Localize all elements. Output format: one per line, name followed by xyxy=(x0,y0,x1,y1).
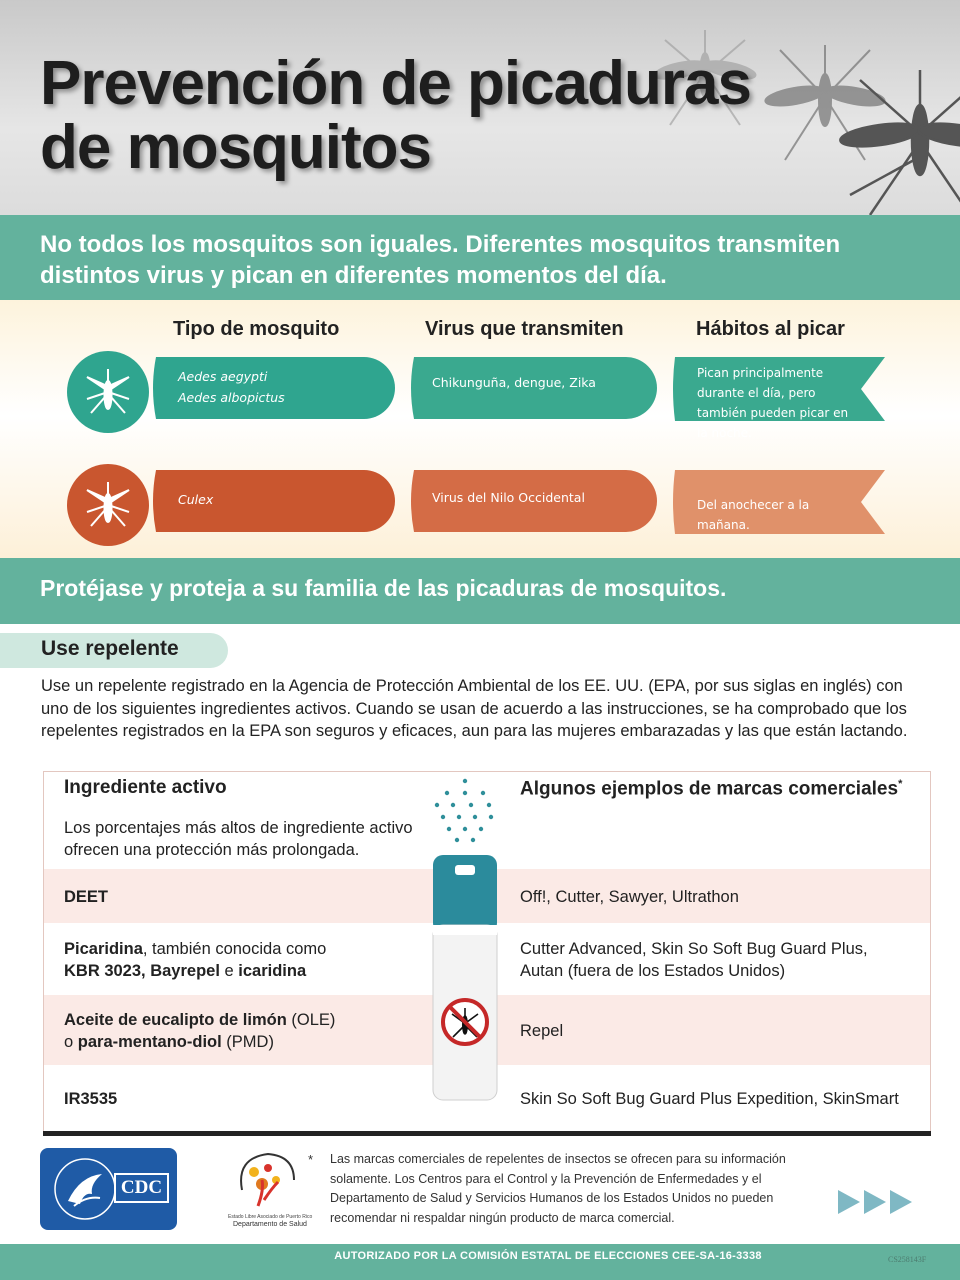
picaridina-bold: Picaridina xyxy=(64,940,143,958)
brands-picaridina: Cutter Advanced, Skin So Soft Bug Guard Plus, Autan (fuera de los Estados Unidos) xyxy=(520,940,868,980)
brands-deet: Off!, Cutter, Sawyer, Ultrathon xyxy=(520,888,739,906)
next-arrows-icon xyxy=(838,1188,916,1216)
pmd-abbr: (PMD) xyxy=(221,1033,274,1051)
spray-can-icon xyxy=(425,775,505,1105)
disclaimer-text: Las marcas comerciales de repelentes de insectos se ofrecen para su información solamente. Los Centros para el Control y la Prevención de Enfermedades y el Departamento de Salud y Servicios Humanos de los Estados Unidos no pueden recomendar ni respaldar ningún producto de marca comercial. xyxy=(330,1152,786,1225)
ingredient-deet xyxy=(64,886,108,908)
species-pill-2 xyxy=(154,481,394,543)
header-banner xyxy=(0,0,960,215)
table-head-ingredient: Ingrediente activo xyxy=(64,777,227,798)
habits-text-1: Pican principalmente durante el día, pero también pueden picar en la noche. xyxy=(697,366,849,440)
table-head-brands-text: Algunos ejemplos de marcas comerciales xyxy=(520,778,899,800)
title-line-1: Prevención de picaduras xyxy=(40,49,751,118)
protect-band-text: Protéjase y proteja a su familia de las picaduras de mosquitos. xyxy=(40,575,727,601)
aedes-mosquito-icon xyxy=(67,351,149,433)
ole-abbr: (OLE) xyxy=(286,1011,336,1029)
ingredient-deet-label: DEET xyxy=(64,888,109,906)
table-head-brands-mark: * xyxy=(898,778,903,790)
pr-dept-text: Departamento de Salud xyxy=(233,1221,307,1228)
ingredient-ole xyxy=(64,1009,424,1053)
species-aedes-albopictus: Aedes albopictus xyxy=(178,390,285,405)
intro-paragraph: Use un repelente registrado en la Agencia de Protección Ambiental de los EE. UU. (EPA, por sus siglas en inglés) con uno de los siguientes ingredientes activos. Cuando se usan de acuerdo a las instrucciones, se ha comprobado que los repelentes registrados en la EPA son seguros y eficaces, aun para las mujeres embarazadas y las que están lactando. xyxy=(41,677,908,740)
habits-text-2: Del anochecer a la mañana. xyxy=(697,498,810,532)
picaridina-alt1: KBR 3023, Bayrepel xyxy=(64,962,220,980)
culex-mosquito-icon xyxy=(67,464,149,546)
table-note: Los porcentajes más altos de ingrediente activo ofrecen una protección más prolongada. xyxy=(64,819,413,859)
virus-text-2: Virus del Nilo Occidental xyxy=(432,490,585,505)
ole-bold: Aceite de eucalipto de limón xyxy=(64,1011,287,1029)
brands-ir3535: Skin So Soft Bug Guard Plus Expedition, SkinSmart xyxy=(520,1090,899,1108)
brands-ole: Repel xyxy=(520,1022,564,1040)
cdc-logo-text: CDC xyxy=(114,1173,169,1203)
ole-o: o xyxy=(64,1033,78,1051)
virus-text-1: Chikunguña, dengue, Zika xyxy=(432,375,596,390)
title-line-2: de mosquitos xyxy=(40,113,432,182)
authorized-text: AUTORIZADO POR LA COMISIÓN ESTATAL DE ELECCIONES CEE-SA-16-3338 xyxy=(334,1250,762,1262)
hhs-eagle-icon xyxy=(50,1156,120,1222)
ingredient-ir3535 xyxy=(64,1088,117,1110)
table-head-brands xyxy=(520,778,902,800)
picaridina-e: e xyxy=(219,962,239,980)
species-culex: Culex xyxy=(178,492,214,507)
pmd-bold: para-mentano-diol xyxy=(77,1033,222,1051)
col-head-virus: Virus que transmiten xyxy=(425,318,624,340)
picaridina-rest: , también conocida como xyxy=(142,940,327,958)
picaridina-alt2: icaridina xyxy=(238,962,307,980)
species-pill-1 xyxy=(154,357,394,419)
col-head-habits: Hábitos al picar xyxy=(696,318,845,340)
species-aedes-aegypti: Aedes aegypti xyxy=(178,369,268,384)
ir3535-label: IR3535 xyxy=(64,1090,118,1108)
document-code: CS258143F xyxy=(888,1255,927,1264)
table-bottom-rule xyxy=(43,1131,931,1136)
pr-health-logo xyxy=(232,1150,298,1214)
intro-band-text: No todos los mosquitos son iguales. Diferentes mosquitos transmiten distintos virus y pican en diferentes momentos del día. xyxy=(40,231,841,289)
disclaimer-asterisk: * xyxy=(308,1152,314,1167)
pr-agency-text: Estado Libre Asociado de Puerto Rico xyxy=(228,1214,313,1220)
page-title xyxy=(40,49,751,182)
ingredient-picaridina xyxy=(64,938,424,982)
col-head-type: Tipo de mosquito xyxy=(173,318,340,340)
section-tab-label: Use repelente xyxy=(41,637,179,660)
